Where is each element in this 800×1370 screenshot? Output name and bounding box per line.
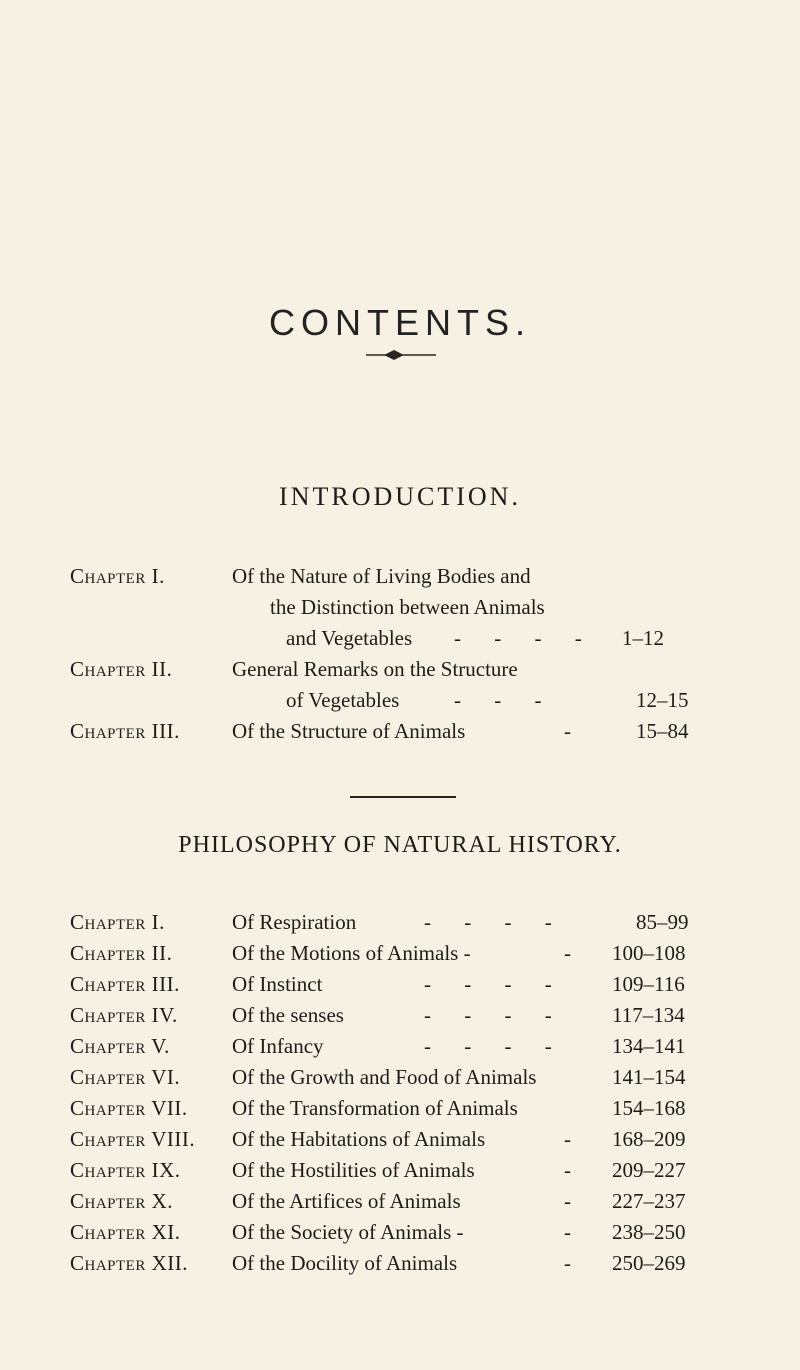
page-range: 227–237 (612, 1189, 686, 1213)
page-range: 117–134 (612, 1003, 685, 1027)
phil-chapter-label: Chapter I. (70, 910, 165, 934)
page-range: 15–84 (636, 719, 689, 743)
page-range: 109–116 (612, 972, 685, 996)
phil-entry-title: Of Instinct (232, 972, 323, 996)
philosophy-title: PHILOSOPHY OF NATURAL HISTORY. (178, 832, 622, 858)
phil-entry-title: Of the senses (232, 1003, 344, 1027)
page-range: 100–108 (612, 941, 686, 965)
page-title: CONTENTS. (268, 302, 531, 343)
page-range: 141–154 (612, 1065, 686, 1089)
phil-chapter-label: Chapter V. (70, 1034, 170, 1058)
phil-chapter-label: Chapter II. (70, 941, 173, 965)
page-range: 85–99 (636, 910, 689, 934)
page-range: 1–12 (622, 626, 664, 650)
dot-leader: - - - - (424, 910, 566, 934)
intro-entry-title-line: of Vegetables (286, 688, 400, 712)
dot-leader: - - - - (424, 1034, 566, 1058)
introduction-title: INTRODUCTION. (279, 482, 521, 511)
ornament-divider-icon (356, 348, 446, 362)
page-range: 238–250 (612, 1220, 686, 1244)
page-range: 134–141 (612, 1034, 686, 1058)
intro-chapter-label: Chapter I. (70, 564, 165, 588)
intro-entry-title-line: General Remarks on the Structure (232, 657, 518, 681)
phil-entry-title: Of the Society of Animals - (232, 1220, 464, 1244)
page-range: 168–209 (612, 1127, 686, 1151)
phil-chapter-label: Chapter X. (70, 1189, 174, 1213)
section-rule (350, 796, 456, 798)
phil-chapter-label: Chapter XII. (70, 1251, 188, 1275)
page-range: 12–15 (636, 688, 689, 712)
phil-chapter-label: Chapter VI. (70, 1065, 181, 1089)
dot-leader: - (564, 719, 585, 743)
phil-entry-title: Of the Motions of Animals - (232, 941, 471, 965)
intro-entry-title-line: and Vegetables (286, 626, 413, 650)
intro-chapter-label: Chapter II. (70, 657, 173, 681)
phil-chapter-label: Chapter VIII. (70, 1127, 196, 1151)
dot-leader: - (564, 1158, 585, 1182)
dot-leader: - (564, 941, 585, 965)
phil-entry-title: Of Respiration (232, 910, 357, 934)
phil-chapter-label: Chapter IX. (70, 1158, 181, 1182)
dot-leader: - - - (454, 688, 556, 712)
phil-chapter-label: Chapter VII. (70, 1096, 188, 1120)
phil-entry-title: Of the Growth and Food of Animals (232, 1065, 537, 1089)
intro-entry-title-line: Of the Structure of Animals (232, 719, 466, 743)
dot-leader: - (564, 1220, 585, 1244)
phil-chapter-label: Chapter III. (70, 972, 180, 996)
page-range: 250–269 (612, 1251, 686, 1275)
phil-entry-title: Of the Hostilities of Animals (232, 1158, 475, 1182)
page-range: 209–227 (612, 1158, 686, 1182)
page-range: 154–168 (612, 1096, 686, 1120)
phil-entry-title: Of the Docility of Animals (232, 1251, 458, 1275)
phil-entry-title: Of the Habitations of Animals (232, 1127, 486, 1151)
dot-leader: - (564, 1189, 585, 1213)
phil-entry-title: Of the Artifices of Animals (232, 1189, 461, 1213)
dot-leader: - - - - (454, 626, 596, 650)
intro-entry-title-line: Of the Nature of Living Bodies and (232, 564, 531, 588)
intro-entry-title-line: the Distinction between Animals (270, 595, 545, 619)
phil-chapter-label: Chapter XI. (70, 1220, 181, 1244)
dot-leader: - (564, 1127, 585, 1151)
dot-leader: - - - - (424, 1003, 566, 1027)
phil-entry-title: Of Infancy (232, 1034, 324, 1058)
intro-chapter-label: Chapter III. (70, 719, 180, 743)
phil-chapter-label: Chapter IV. (70, 1003, 178, 1027)
phil-entry-title: Of the Transformation of Animals (232, 1096, 518, 1120)
dot-leader: - - - - (424, 972, 566, 996)
dot-leader: - (564, 1251, 585, 1275)
